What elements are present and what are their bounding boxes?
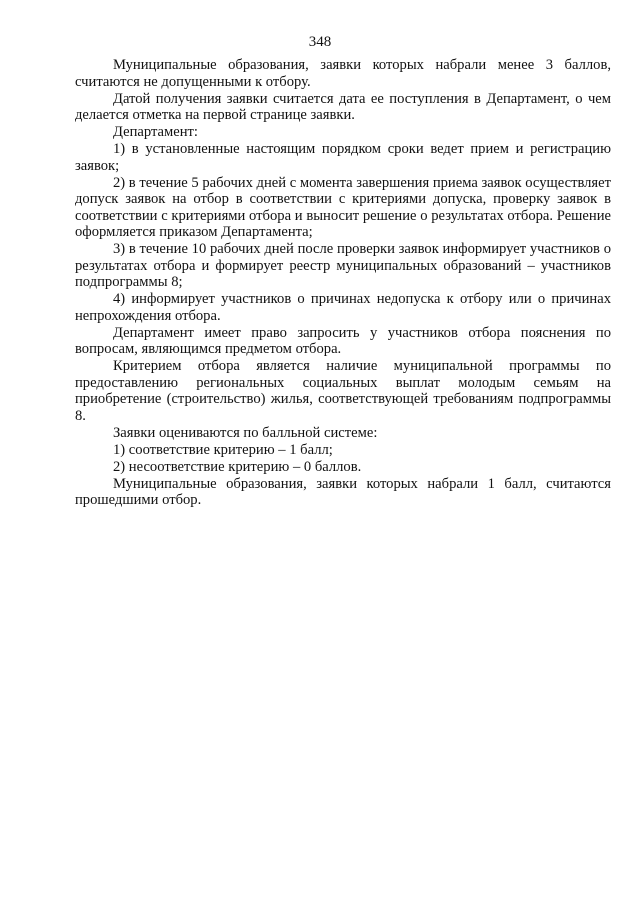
paragraph-scoring-system: Заявки оцениваются по балльной системе:: [113, 424, 378, 441]
list-item-1: 1) в установленные настоящим порядком сроки ведет прием и регистрацию заявок;: [75, 141, 611, 174]
paragraph-passed-selection: Муниципальные образования, заявки которых набрали 1 балл, считаются прошедшими отбор.: [75, 475, 611, 508]
list-item-3: 3) в течение 10 рабочих дней после проверки заявок информирует участников о результатах отбора и формирует реестр муниципальных образований – участников подпрограммы 8;: [75, 241, 611, 290]
list-item-4: 4) информирует участников о причинах недопуска к отбору или о причинах непрохождения отбора.: [75, 291, 611, 324]
page-number: 348: [308, 34, 332, 50]
paragraph-selection-criterion: Критерием отбора является наличие муниципальной программы по предоставлению региональных социальных выплат молодым семьям на приобретение (строительство) жилья, соответствующей требованиям подпрограммы 8.: [75, 358, 611, 424]
list-item-2: 2) в течение 5 рабочих дней с момента завершения приема заявок осуществляет допуск заявок на отбор в соответствии с критериями допуска, проверку заявок в соответствии с критериями отбора и выносит решение о результатах отбора. Решение оформляется приказом Департамента;: [75, 174, 611, 240]
paragraph-receipt-date: Датой получения заявки считается дата ее поступления в Департамент, о чем делается отметка на первой странице заявки.: [75, 90, 611, 123]
paragraph-clarification-right: Департамент имеет право запросить у участников отбора пояснения по вопросам, являющимся предметом отбора.: [75, 324, 611, 357]
scoring-item-1: 1) соответствие критерию – 1 балл;: [113, 441, 333, 458]
paragraph-department-heading: Департамент:: [113, 124, 198, 140]
scoring-item-2: 2) несоответствие критерию – 0 баллов.: [113, 458, 362, 475]
paragraph-rejection-rule: Муниципальные образования, заявки которых набрали менее 3 баллов, считаются не допущенными к отбору.: [75, 57, 611, 90]
document-body: [75, 57, 611, 509]
